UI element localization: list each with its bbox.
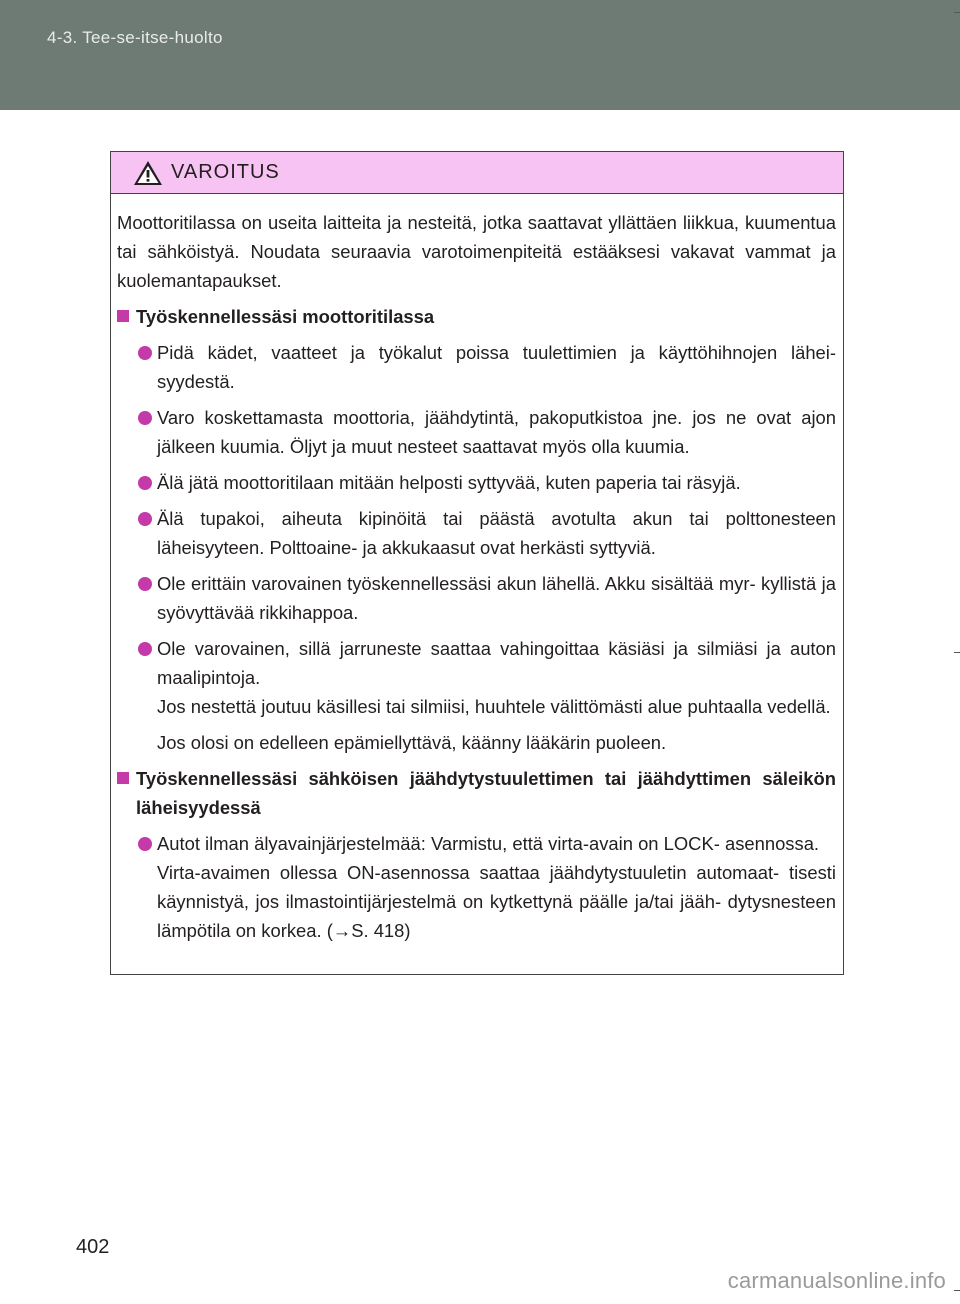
warning-header [111,152,843,194]
list-item-continuation: Jos nestettä joutuu käsillesi tai silmiisi, huuhtele välittömästi alue puhtaalla vedellä. [157,696,831,717]
dot-bullet-icon [138,411,152,425]
dot-bullet-icon [138,512,152,526]
list-item-continuation: Virta-avaimen ollessa ON-asennossa saattaa jäähdytystuuletin automaat- tisesti käynnistyä, jos ilmastointijärjestelmä on kytkettynä päälle ja/tai jääh- dytysnesteen lämpötila on korkea. (→S. 418) [157,862,836,941]
warning-title: VAROITUS [171,161,280,183]
section-heading-text: Työskennellessäsi moottoritilassa [136,306,435,327]
warning-intro: Moottoritilassa on useita laitteita ja nesteitä, jotka saattavat yllättäen liikkua, kuumentua tai sähköistyä. Noudata seuraavia varotoimenpiteitä estääksesi vakavat vammat ja kuolemantapaukset. [117,212,836,291]
dot-bullet-icon [138,577,152,591]
watermark: carmanualsonline.info [727,1268,946,1293]
dot-bullet-icon [138,346,152,360]
crop-mark [954,12,960,13]
list-item [117,338,836,396]
header-band [0,0,960,110]
list-item-text: Varo koskettamasta moottoria, jäähdytintä, pakoputkistoa jne. jos ne ovat ajon jälkeen kuumia. Öljyt ja muut nesteet saattavat myös olla kuumia. [157,407,836,457]
list-item [117,504,836,562]
warning-box [110,151,844,975]
dot-bullet-icon [138,837,152,851]
list-item-text: Autot ilman älyavainjärjestelmää: Varmistu, että virta-avain on LOCK- asennossa. [157,833,820,854]
list-item-text: Ole varovainen, sillä jarruneste saattaa vahingoittaa käsiäsi ja silmiäsi ja auton maalipintoja. [157,638,836,688]
list-item [117,829,836,945]
note-text: Jos olosi on edelleen epämiellyttävä, käänny lääkärin puoleen. [157,732,667,753]
crop-mark [954,1290,960,1291]
list-item [117,468,836,497]
list-item-text: Älä jätä moottoritilaan mitään helposti syttyvää, kuten paperia tai räsyjä. [157,472,741,493]
dot-bullet-icon [138,642,152,656]
list-item [117,634,836,721]
square-bullet-icon [117,772,129,784]
list-item [117,569,836,627]
warning-body [111,194,843,945]
section-heading-text: Työskennellessäsi sähköisen jäähdytystuulettimen tai jäähdyttimen säleikön läheisyydessä [136,768,836,818]
warning-triangle-icon [133,160,163,186]
crop-mark [954,652,960,653]
list-item-text: Pidä kädet, vaatteet ja työkalut poissa tuulettimien ja käyttöhihnojen lähei- syydestä. [157,342,836,392]
dot-bullet-icon [138,476,152,490]
list-item-text: Ole erittäin varovainen työskennellessäsi akun lähellä. Akku sisältää myr- kyllistä ja syövyttävää rikkihappoa. [157,573,836,623]
section-heading [117,302,836,331]
list-item [117,403,836,461]
list-item-text: Älä tupakoi, aiheuta kipinöitä tai päästä avotulta akun tai polttonesteen läheisyyteen. Polttoaine- ja akkukaasut ovat herkästi syttyviä. [157,508,836,558]
section-title: 4-3. Tee-se-itse-huolto [47,28,223,47]
section-heading [117,764,836,822]
page-number: 402 [76,1236,110,1258]
square-bullet-icon [117,310,129,322]
